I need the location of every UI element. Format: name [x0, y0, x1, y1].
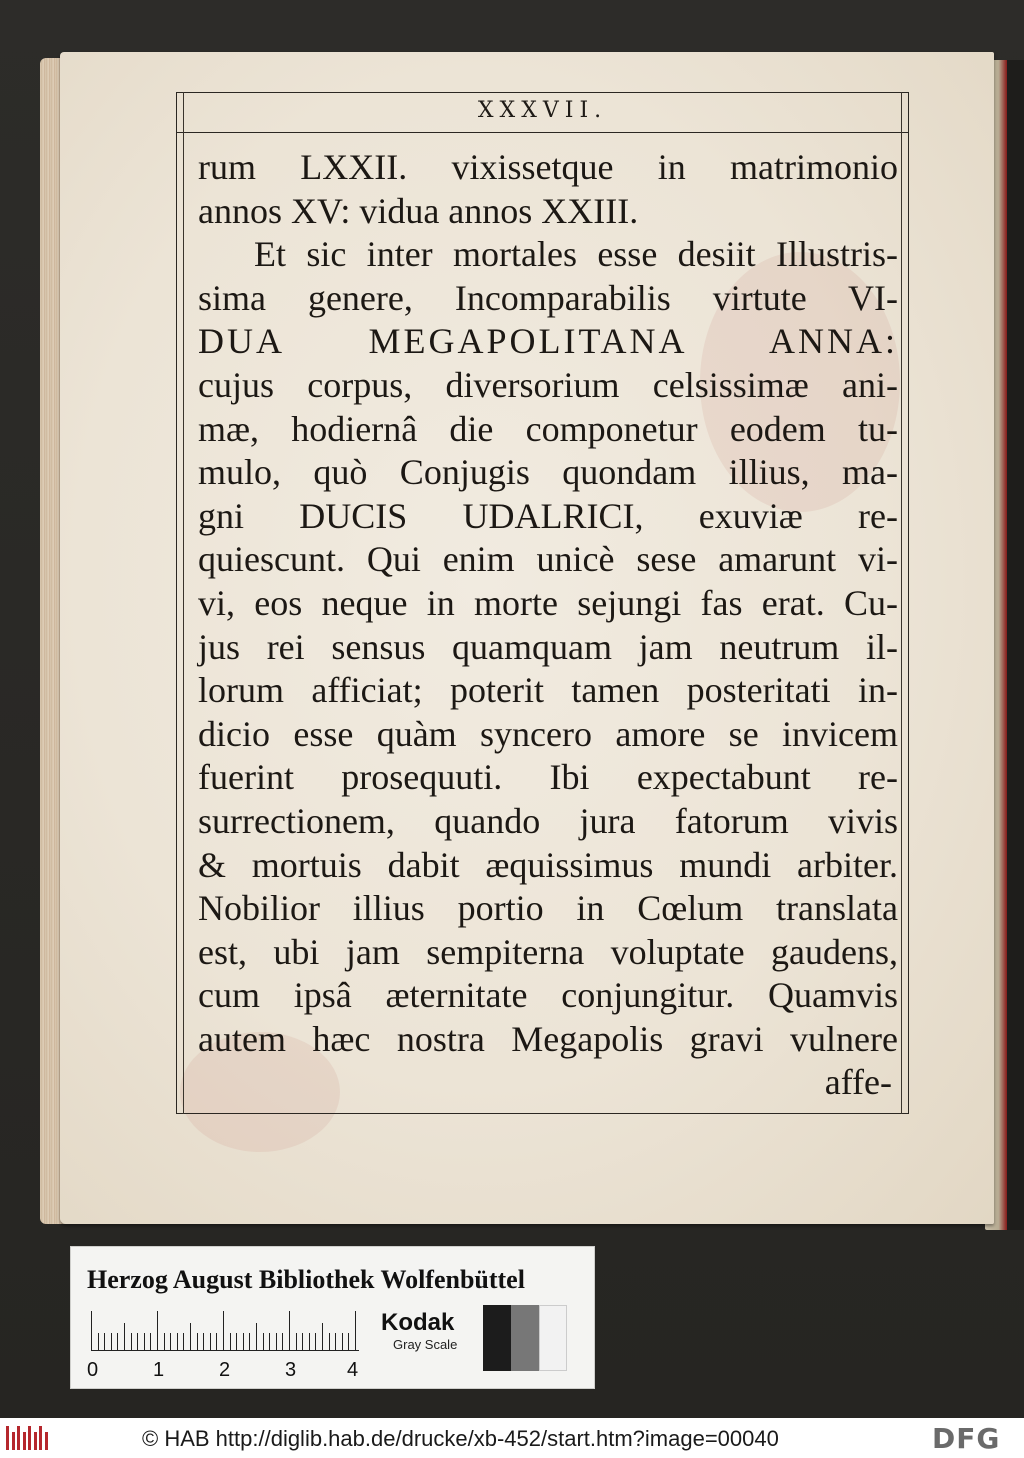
ruler-tick — [210, 1333, 211, 1351]
ruler-tick — [137, 1333, 138, 1351]
text-line: lorum afficiat; poterit tamen posteritati in- — [198, 670, 898, 711]
text-line: rum LXXII. vixissetque in matrimonio — [198, 147, 898, 187]
ruler-tick — [91, 1311, 92, 1351]
footer-bar — [0, 1418, 1024, 1458]
ruler-tick — [223, 1311, 224, 1351]
text-line: quiescunt. Qui enim unicè sese amarunt vi- — [198, 539, 898, 580]
text-line: gni DUCIS UDALRICI, exuviæ re- — [198, 495, 898, 536]
text-line: & mortuis dabit æquissimus mundi arbiter. — [198, 844, 898, 885]
gray-swatch-white — [539, 1305, 567, 1371]
ruler-tick — [249, 1333, 250, 1351]
ruler-number: 3 — [285, 1359, 297, 1381]
copyright-url[interactable]: © HAB http://diglib.hab.de/drucke/xb-452/start.htm?image=00040 — [142, 1426, 779, 1451]
hab-logo-icon — [6, 1426, 50, 1450]
ruler-tick — [157, 1311, 158, 1351]
ruler-tick — [335, 1333, 336, 1351]
ruler-number: 1 — [153, 1359, 165, 1381]
text-line: fuerint prosequuti. Ibi expectabunt re- — [198, 757, 898, 798]
scale-ruler — [91, 1309, 359, 1351]
ruler-tick — [164, 1333, 165, 1351]
ruler-tick — [183, 1333, 184, 1351]
institution-name: Herzog August Bibliothek Wolfenbüttel — [87, 1265, 525, 1294]
text-line: mulo, quò Conjugis quondam illius, ma- — [198, 452, 898, 493]
ruler-tick — [309, 1333, 310, 1351]
ruler-tick — [170, 1333, 171, 1351]
frame-left-rule — [183, 92, 184, 1114]
ruler-tick — [236, 1333, 237, 1351]
page-number-header: XXXVII. — [477, 98, 608, 123]
catchword: affe- — [824, 1062, 892, 1103]
ruler-tick — [177, 1333, 178, 1351]
text-line: vi, eos neque in morte sejungi fas erat. Cu- — [198, 582, 898, 623]
text-line: sima genere, Incomparabilis virtute VI- — [198, 277, 898, 318]
ruler-tick — [263, 1333, 264, 1351]
ruler-tick — [104, 1333, 105, 1351]
ruler-number: 4 — [347, 1359, 359, 1381]
ruler-tick — [197, 1333, 198, 1351]
text-line: cujus corpus, diversorium celsissimæ ani- — [198, 364, 898, 405]
ruler-tick — [98, 1333, 99, 1351]
text-line: autem hæc nostra Megapolis gravi vulnere — [198, 1018, 898, 1059]
ruler-tick — [302, 1333, 303, 1351]
header-rule — [176, 132, 909, 133]
text-line: cum ipsâ æternitate conjungitur. Quamvis — [198, 975, 898, 1016]
dfg-logo: DFG — [932, 1422, 1001, 1455]
ruler-tick — [124, 1323, 125, 1351]
ruler-tick — [131, 1333, 132, 1351]
ruler-tick — [289, 1311, 290, 1351]
text-line: jus rei sensus quamquam jam neutrum il- — [198, 626, 898, 667]
ruler-tick — [216, 1333, 217, 1351]
gray-swatch-black — [483, 1305, 511, 1371]
text-line: surrectionem, quando jura fatorum vivis — [198, 800, 898, 841]
ruler-tick — [269, 1333, 270, 1351]
ruler-tick — [355, 1311, 356, 1351]
ruler-tick — [329, 1333, 330, 1351]
text-line: Et sic inter mortales esse desiit Illustris- — [254, 234, 898, 275]
kodak-subtitle: Gray Scale — [393, 1337, 458, 1352]
ruler-tick — [282, 1333, 283, 1351]
kodak-logo: Kodak — [381, 1309, 455, 1336]
text-line: mæ, hodiernâ die componetur eodem tu- — [198, 408, 898, 449]
color-target-card — [70, 1246, 595, 1389]
ruler-tick — [144, 1333, 145, 1351]
ruler-number: 2 — [219, 1359, 231, 1381]
ruler-number: 0 — [87, 1359, 99, 1381]
ruler-tick — [117, 1333, 118, 1351]
ruler-tick — [296, 1333, 297, 1351]
ruler-tick — [315, 1333, 316, 1351]
text-line: annos XV: vidua annos XXIII. — [198, 190, 639, 231]
text-line: DUA MEGAPOLITANA ANNA: — [198, 321, 898, 362]
ruler-tick — [111, 1333, 112, 1351]
frame-right-rule — [901, 92, 902, 1114]
ruler-tick — [190, 1323, 191, 1351]
ruler-tick — [243, 1333, 244, 1351]
ruler-tick — [150, 1333, 151, 1351]
ruler-tick — [342, 1333, 343, 1351]
text-line: est, ubi jam sempiterna voluptate gaudens, — [198, 931, 898, 972]
ruler-tick — [276, 1333, 277, 1351]
ruler-tick — [322, 1323, 323, 1351]
gray-swatch-mid — [511, 1305, 539, 1371]
text-line: dicio esse quàm syncero amore se invicem — [198, 713, 898, 754]
text-line: Nobilior illius portio in Cœlum translata — [198, 888, 898, 929]
page-text — [198, 146, 898, 1105]
ruler-tick — [256, 1323, 257, 1351]
ruler-tick — [230, 1333, 231, 1351]
ruler-tick — [203, 1333, 204, 1351]
ruler-tick — [348, 1333, 349, 1351]
